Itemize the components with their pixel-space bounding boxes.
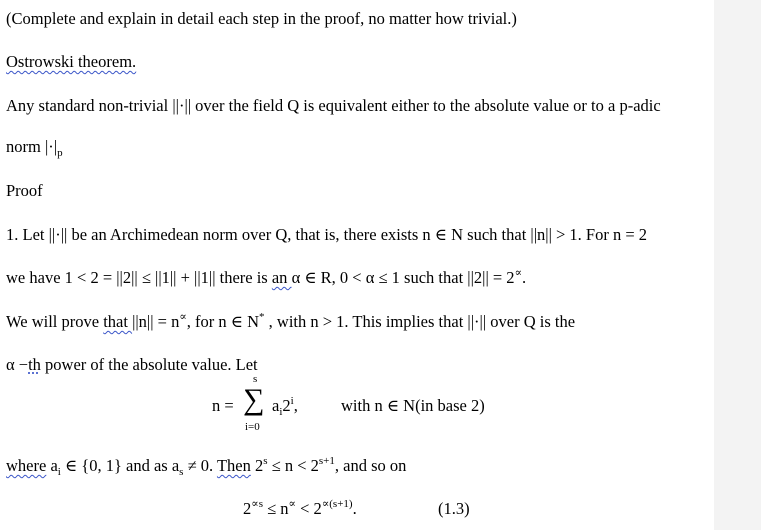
ineq-sup-3: ∝(s+1) (321, 498, 353, 510)
p3-part-b: ∈ {0, 1} and as a (60, 456, 180, 475)
p2-line1-superscript: ∝ (179, 311, 187, 323)
p3-sub-s: s (179, 466, 184, 478)
p2-line1-star: * (259, 311, 265, 323)
p2-line1-part-d: , with n > 1. This implies that ||·|| over Q is the (264, 312, 576, 331)
inequality-formula (243, 499, 357, 519)
p1-line2-part-b: α ∈ R, 0 < α ≤ 1 such that ||2|| = 2 (291, 268, 515, 287)
sum-with-text: with n ∈ N(in base 2) (341, 396, 485, 415)
p2-line2-th: th (28, 355, 41, 374)
p2-line2-part-a: α − (6, 355, 29, 374)
p2-line1-part-a: We will prove (6, 312, 104, 331)
proof-heading: Proof (6, 181, 43, 200)
p2-line1-that: that (103, 312, 133, 331)
equation-number: (1.3) (438, 499, 470, 518)
ineq-sup-2: ∝ (288, 498, 296, 510)
p3-part-d: 2 (250, 456, 264, 475)
sum-term-comma: , (293, 396, 298, 415)
p1-line2-an: an (271, 268, 292, 287)
p1-line2-superscript: ∝ (514, 267, 523, 279)
sum-term-a: a (272, 396, 280, 415)
sum-term (272, 396, 298, 416)
page-margin (714, 0, 761, 530)
sum-sigma-icon: ∑ (243, 383, 265, 416)
ineq-two: 2 (243, 499, 252, 518)
p3-part-a: a (46, 456, 58, 475)
ineq-part-c: < 2 (296, 499, 322, 518)
p2-line2-part-b: power of the absolute value. Let (40, 355, 258, 374)
sum-lower-limit: i=0 (245, 421, 260, 433)
sum-term-superscript: i (290, 395, 294, 407)
statement-norm-text: norm |·| (6, 137, 58, 156)
theorem-title-text: Ostrowski theorem. (6, 52, 137, 71)
sum-lhs: n = (212, 396, 234, 415)
ineq-part-b: ≤ n (262, 499, 289, 518)
statement-norm-subscript: p (57, 147, 63, 159)
statement-line-2 (6, 137, 63, 159)
ineq-part-d: . (352, 499, 357, 518)
p2-line1-part-b: ||n|| = n (132, 312, 180, 331)
p3-sup-s: s (263, 455, 268, 467)
proof-paragraph-1-line-2 (6, 268, 526, 290)
p3-sup-s1: s+1 (318, 455, 335, 467)
sum-upper-limit: s (253, 373, 258, 385)
p2-line1-part-c: , for n ∈ N (186, 312, 260, 331)
p3-sub-i: i (57, 466, 61, 478)
p1-line2-end: . (522, 268, 527, 287)
sum-term-subscript: i (279, 406, 283, 418)
proof-paragraph-2-line-2 (6, 355, 258, 375)
instruction-line: (Complete and explain in detail each step in the proof, no matter how trivial.) (6, 9, 517, 28)
p3-then: Then (216, 456, 251, 475)
p3-part-c: ≠ 0. (183, 456, 217, 475)
proof-paragraph-2-line-1 (6, 312, 575, 334)
proof-paragraph-1-line-1: 1. Let ||·|| be an Archimedean norm over Q, that is, there exists n ∈ N such that ||n|| > 1. For n = 2 (6, 225, 648, 244)
p1-line2-part-a: we have 1 < 2 = ||2|| ≤ ||1|| + ||1|| there is (6, 268, 272, 287)
ineq-sup-1: ∝s (251, 498, 263, 510)
p3-part-e: ≤ n < 2 (267, 456, 319, 475)
p3-part-f: , and so on (334, 456, 407, 475)
proof-paragraph-3 (6, 456, 406, 478)
sum-term-two: 2 (282, 396, 291, 415)
p3-where: where (6, 456, 47, 475)
theorem-title (6, 52, 136, 72)
statement-line-1: Any standard non-trivial ||·|| over the field Q is equivalent either to the absolute value or to a p-adic (6, 96, 661, 115)
